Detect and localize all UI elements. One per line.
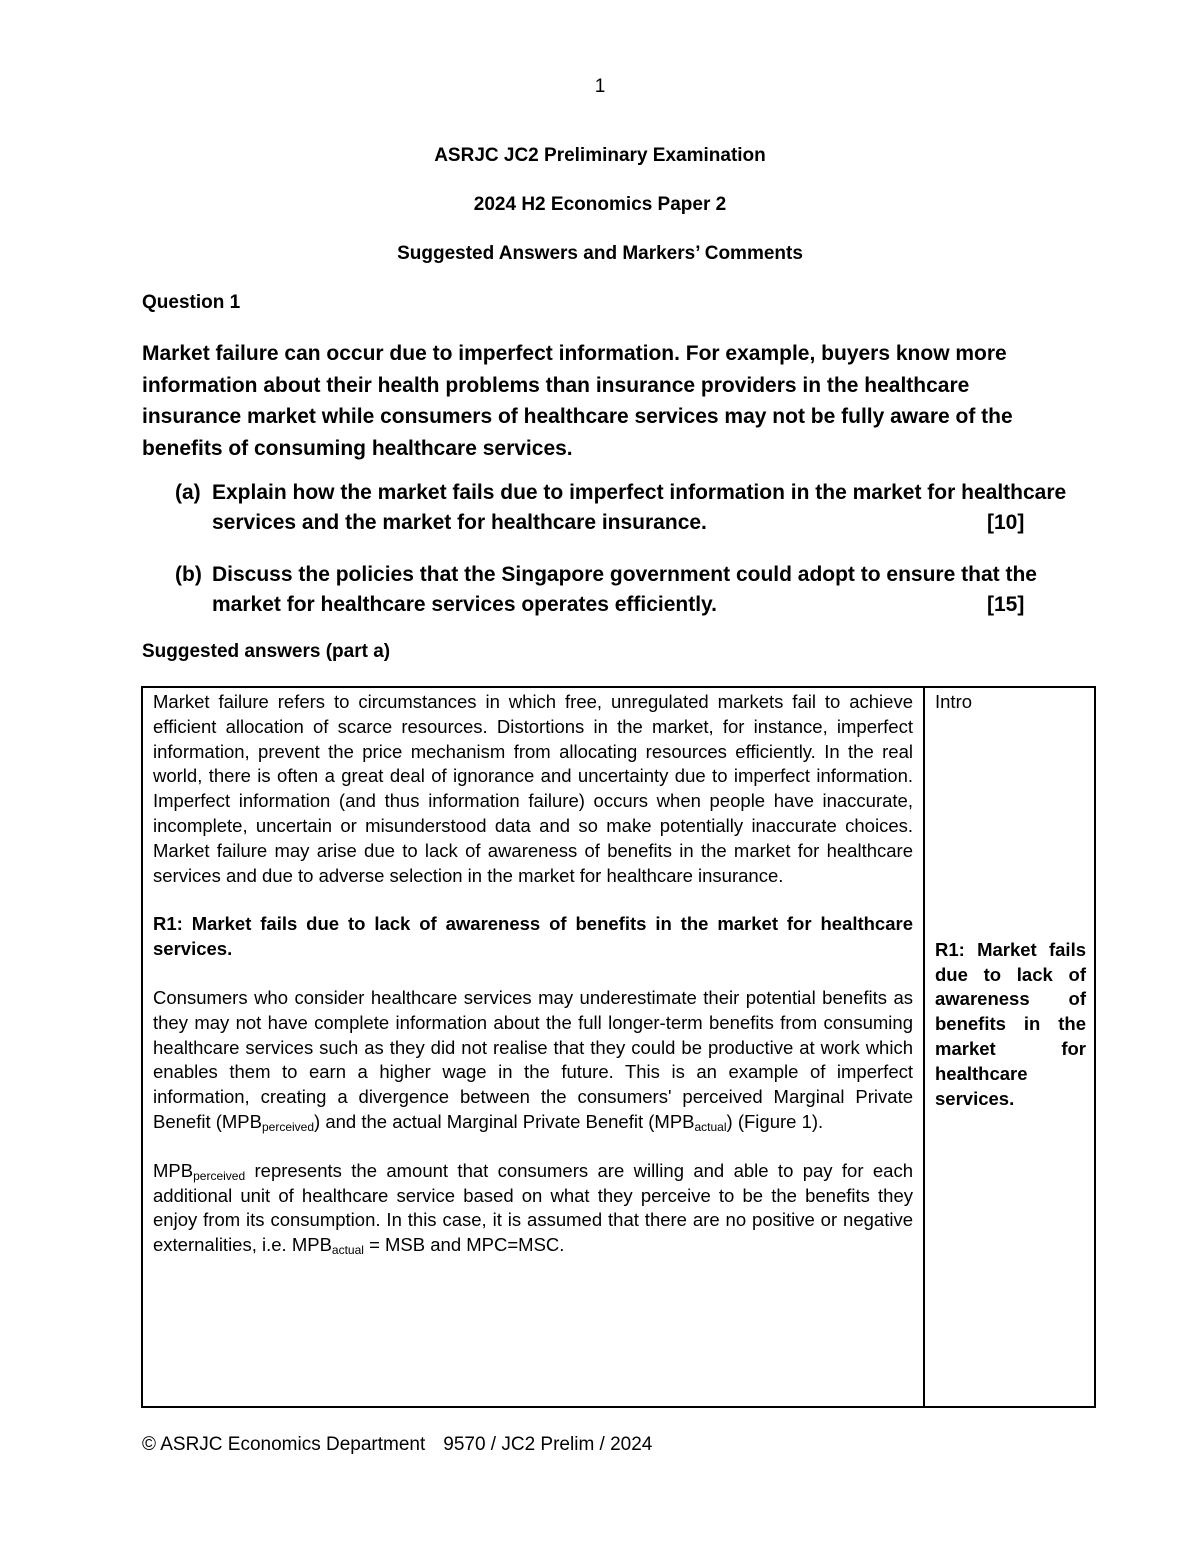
question-title: Question 1 (142, 292, 241, 313)
question-part-b (175, 560, 1075, 620)
part-b-label: (b) (175, 563, 202, 586)
part-a-marks: [10] (987, 511, 1025, 534)
part-a-text: Explain how the market fails due to imperfect information in the market for healthcare services and the market for healthcare insurance. (212, 481, 1067, 534)
footer-department: © ASRJC Economics Department (142, 1434, 426, 1455)
answer-table (141, 686, 1096, 1408)
part-b-text: Discuss the policies that the Singapore government could adopt to ensure that the market for healthcare services operates efficiently. (212, 563, 1037, 616)
footer (142, 1434, 652, 1456)
answer-side-column (935, 690, 1086, 1111)
part-b-marks: [15] (987, 593, 1025, 616)
footer-code: 9570 / JC2 Prelim / 2024 (443, 1434, 653, 1455)
r1-heading: R1: Market fails due to lack of awareness of benefits in the market for healthcare services. (153, 913, 913, 960)
intro-paragraph: Market failure refers to circumstances in which free, unregulated markets fail to achieve efficient allocation of scarce resources. Distortions in the market, for instance, imperfect information, prevent the price mechanism from allocating resources efficiently. In the real world, there is often a great deal of ignorance and uncertainty due to imperfect information. Imperfect information (and thus information failure) occurs when people have inaccurate, incomplete, uncertain or misunderstood data and so make potentially inaccurate choices. Market failure may arise due to lack of awareness of benefits in the market for healthcare services and due to adverse selection in the market for healthcare insurance. (153, 691, 913, 886)
question-stem: Market failure can occur due to imperfect information. For example, buyers know more information about their health problems than insurance providers in the healthcare insurance market while consumers of healthcare services may not be fully aware of the benefits of consuming healthcare services. (142, 342, 1013, 460)
r1-paragraph-1: Consumers who consider healthcare services may underestimate their potential benefits as they may not have complete information about the full longer-term benefits from consuming healthcare services such as they did not realise that they could be productive at work which enables them to earn a higher wage in the future. This is an example of imperfect information, creating a divergence between the consumers' perceived Marginal Private Benefit $(MPB_{perceived})$ and the actual Marginal Private Benefit $(MPB_{actual})$ (Figure 1). (153, 986, 913, 1134)
paper-title: 2024 H2 Economics Paper 2 (473, 194, 727, 215)
exam-title: ASRJC JC2 Preliminary Examination (434, 145, 766, 166)
r1-paragraph-2: $MPB_{perceived}$ represents the amount that consumers are willing and able to pay for each additional unit of healthcare service based on what they perceive to be the benefits they enjoy from its consumption. In this case, it is assumed that there are no positive or negative externalities, i.e. $MPB_{actual}$ = MSB and MPC=MSC. (153, 1159, 913, 1258)
answers-heading: Suggested answers (part a) (142, 641, 391, 662)
page-number: 1 (594, 76, 606, 97)
question-part-a (175, 478, 1075, 538)
document-subtitle: Suggested Answers and Markers’ Comments (397, 243, 803, 264)
r1-side-label: R1: Market fails due to lack of awareness of benefits in the market for healthcare services. (935, 938, 1086, 1109)
part-a-label: (a) (175, 481, 201, 504)
answer-main-column (153, 690, 913, 1258)
column-divider (923, 688, 925, 1406)
intro-side-label: Intro (935, 691, 973, 712)
